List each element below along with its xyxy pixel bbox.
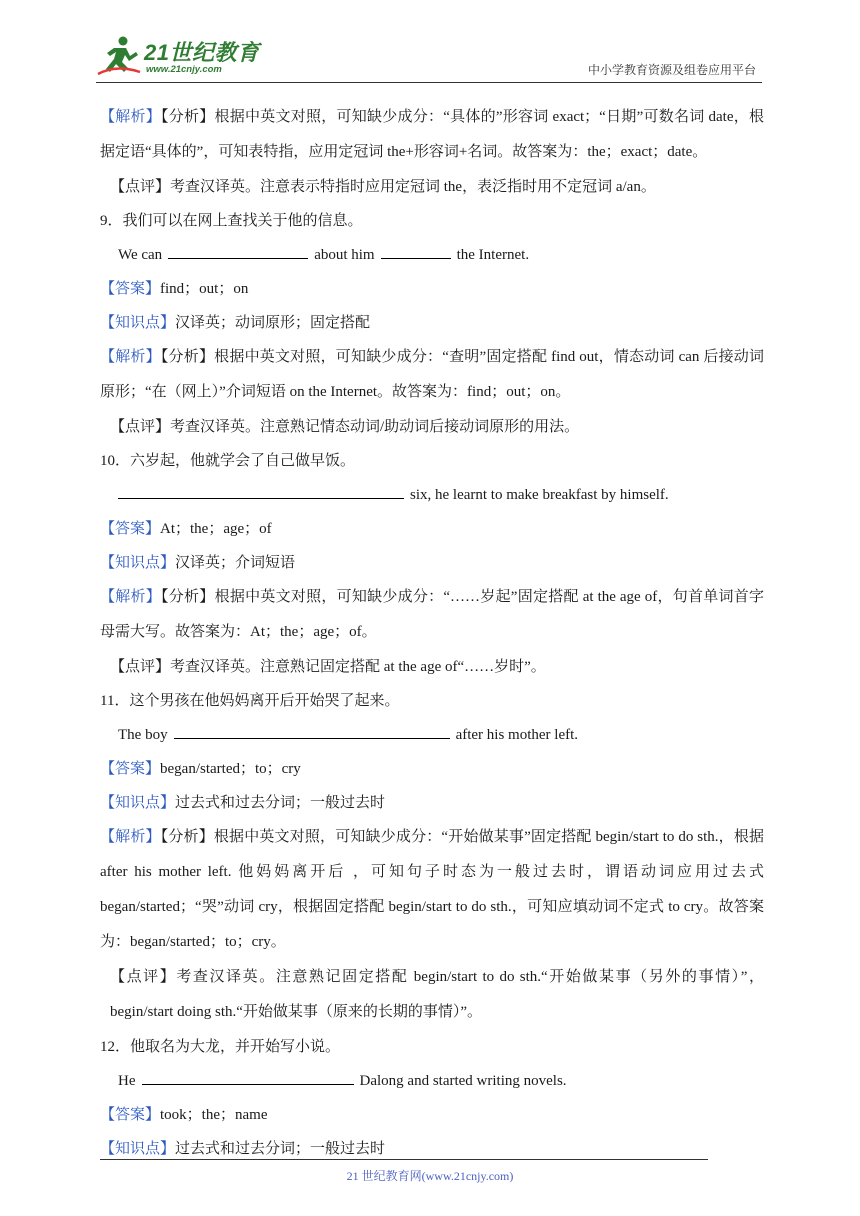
footer-divider (100, 1159, 708, 1160)
answer-tag: 【答案】 (100, 1107, 161, 1123)
review-text: 考查汉译英。注意熟记固定搭配 begin/start to do sth.“开始做某事（另外的事情）”，begin/start doing sth.“开始做某事（原来的长期的事情）”。 (110, 969, 764, 1020)
answer-blank[interactable] (168, 244, 308, 259)
sentence-part: about him (314, 247, 375, 263)
q9-answer (100, 272, 764, 306)
q12-sentence (100, 1064, 764, 1098)
knowledge-text: 过去式和过去分词；一般过去时 (175, 1141, 386, 1157)
analysis-tag: 【解析】 (100, 349, 161, 365)
analysis-text: 根据中英文对照，可知缺少成分：“具体的”形容词 exact；“日期”可数名词 date，根据定语“具体的”，可知表特指，应用定冠词 the+形容词+名词。故答案为：the；exact；date。 (100, 109, 764, 160)
knowledge-tag: 【知识点】 (100, 1141, 176, 1157)
runner-logo-icon (96, 34, 144, 78)
sub-analysis-tag: 【分析】 (161, 589, 215, 605)
q10-question: 10．六岁起，他就学会了自己做早饭。 (100, 453, 356, 469)
analysis-text: 根据中英文对照，可知缺少成分：“开始做某事”固定搭配 begin/start to do sth.，根据 after his mother left. 他妈妈离开后 ，可知句子时态为一般过去时，谓语动词应用过去式 began/started；“哭”动词 cry，根据固定搭配 begin/start to do sth.，可知应填动词不定式 to cry。故答案为：began/started；to；cry。 (100, 829, 764, 950)
sentence-part: Dalong and started writing novels. (359, 1073, 567, 1089)
logo-url: www.21cnjy.com (146, 64, 222, 75)
q11-knowledge (100, 786, 764, 820)
platform-title: 中小学教育资源及组卷应用平台 (587, 63, 756, 77)
review-text: 考查汉译英。注意熟记情态动词/助动词后接动词原形的用法。 (170, 419, 580, 435)
knowledge-text: 汉译英；动词原形；固定搭配 (175, 315, 371, 331)
q11-question: 11．这个男孩在他妈妈离开后开始哭了起来。 (100, 693, 400, 709)
analysis-text: 根据中英文对照，可知缺少成分：“……岁起”固定搭配 at the age of，句首单词首字母需大写。故答案为：At；the；age；of。 (100, 589, 764, 640)
q10-analysis (100, 580, 764, 650)
review-tag: 【点评】 (110, 419, 171, 435)
q12-question: 12．他取名为大龙，并开始写小说。 (100, 1039, 341, 1055)
analysis-text: 根据中英文对照，可知缺少成分：“查明”固定搭配 find out，情态动词 can 后接动词原形；“在（网上）”介词短语 on the Internet。故答案为：find；out；on。 (100, 349, 764, 400)
answer-text: took；the；name (160, 1107, 268, 1123)
knowledge-text: 过去式和过去分词；一般过去时 (175, 795, 386, 811)
answer-text: find；out；on (160, 281, 249, 297)
answer-text: began/started；to；cry (160, 761, 301, 777)
sentence-part: the Internet. (456, 247, 530, 263)
analysis-tag: 【解析】 (100, 829, 161, 845)
q10-review (100, 650, 764, 684)
q11-answer (100, 752, 764, 786)
q9-question: 9．我们可以在网上查找关于他的信息。 (100, 213, 363, 229)
sub-analysis-tag: 【分析】 (160, 349, 215, 365)
q9-analysis (100, 340, 764, 410)
knowledge-tag: 【知识点】 (100, 555, 176, 571)
answer-tag: 【答案】 (100, 521, 161, 537)
q9-knowledge (100, 306, 764, 340)
answer-text: At；the；age；of (160, 521, 272, 537)
answer-tag: 【答案】 (100, 281, 161, 297)
block8-analysis (100, 100, 764, 170)
q11-analysis (100, 820, 764, 960)
q9-review (100, 410, 764, 444)
q12-knowledge (100, 1132, 764, 1166)
page-footer[interactable]: 21 世纪教育网(www.21cnjy.com) (346, 1169, 514, 1183)
answer-tag: 【答案】 (100, 761, 161, 777)
review-tag: 【点评】 (110, 179, 171, 195)
sentence-part: The boy (118, 727, 168, 743)
knowledge-text: 汉译英；介词短语 (175, 555, 296, 571)
logo-title: 21世纪教育 (144, 40, 260, 65)
q11-review (100, 960, 764, 1030)
q10-knowledge (100, 546, 764, 580)
q10-answer (100, 512, 764, 546)
q12-answer (100, 1098, 764, 1132)
site-logo[interactable] (96, 34, 296, 78)
review-tag: 【点评】 (110, 969, 177, 985)
block8-review (100, 170, 764, 204)
review-tag: 【点评】 (110, 659, 171, 675)
document-body (100, 100, 764, 1166)
q10-sentence (100, 478, 764, 512)
review-text: 考查汉译英。注意表示特指时应用定冠词 the，表泛指时用不定冠词 a/an。 (170, 179, 656, 195)
sentence-part: six, he learnt to make breakfast by himself. (410, 487, 669, 503)
answer-blank[interactable] (142, 1070, 354, 1085)
sentence-part: We can (118, 247, 163, 263)
page-header (96, 30, 762, 83)
answer-blank[interactable] (118, 484, 404, 499)
analysis-tag: 【解析】 (100, 589, 162, 605)
q9-sentence (100, 238, 764, 272)
analysis-tag: 【解析】 (100, 109, 161, 125)
sentence-part: He (118, 1073, 136, 1089)
knowledge-tag: 【知识点】 (100, 315, 176, 331)
sub-analysis-tag: 【分析】 (160, 829, 214, 845)
sentence-part: after his mother left. (455, 727, 579, 743)
review-text: 考查汉译英。注意熟记固定搭配 at the age of“……岁时”。 (170, 659, 546, 675)
q11-sentence (100, 718, 764, 752)
knowledge-tag: 【知识点】 (100, 795, 176, 811)
answer-blank[interactable] (381, 244, 451, 259)
answer-blank[interactable] (174, 724, 450, 739)
sub-analysis-tag: 【分析】 (161, 109, 215, 125)
